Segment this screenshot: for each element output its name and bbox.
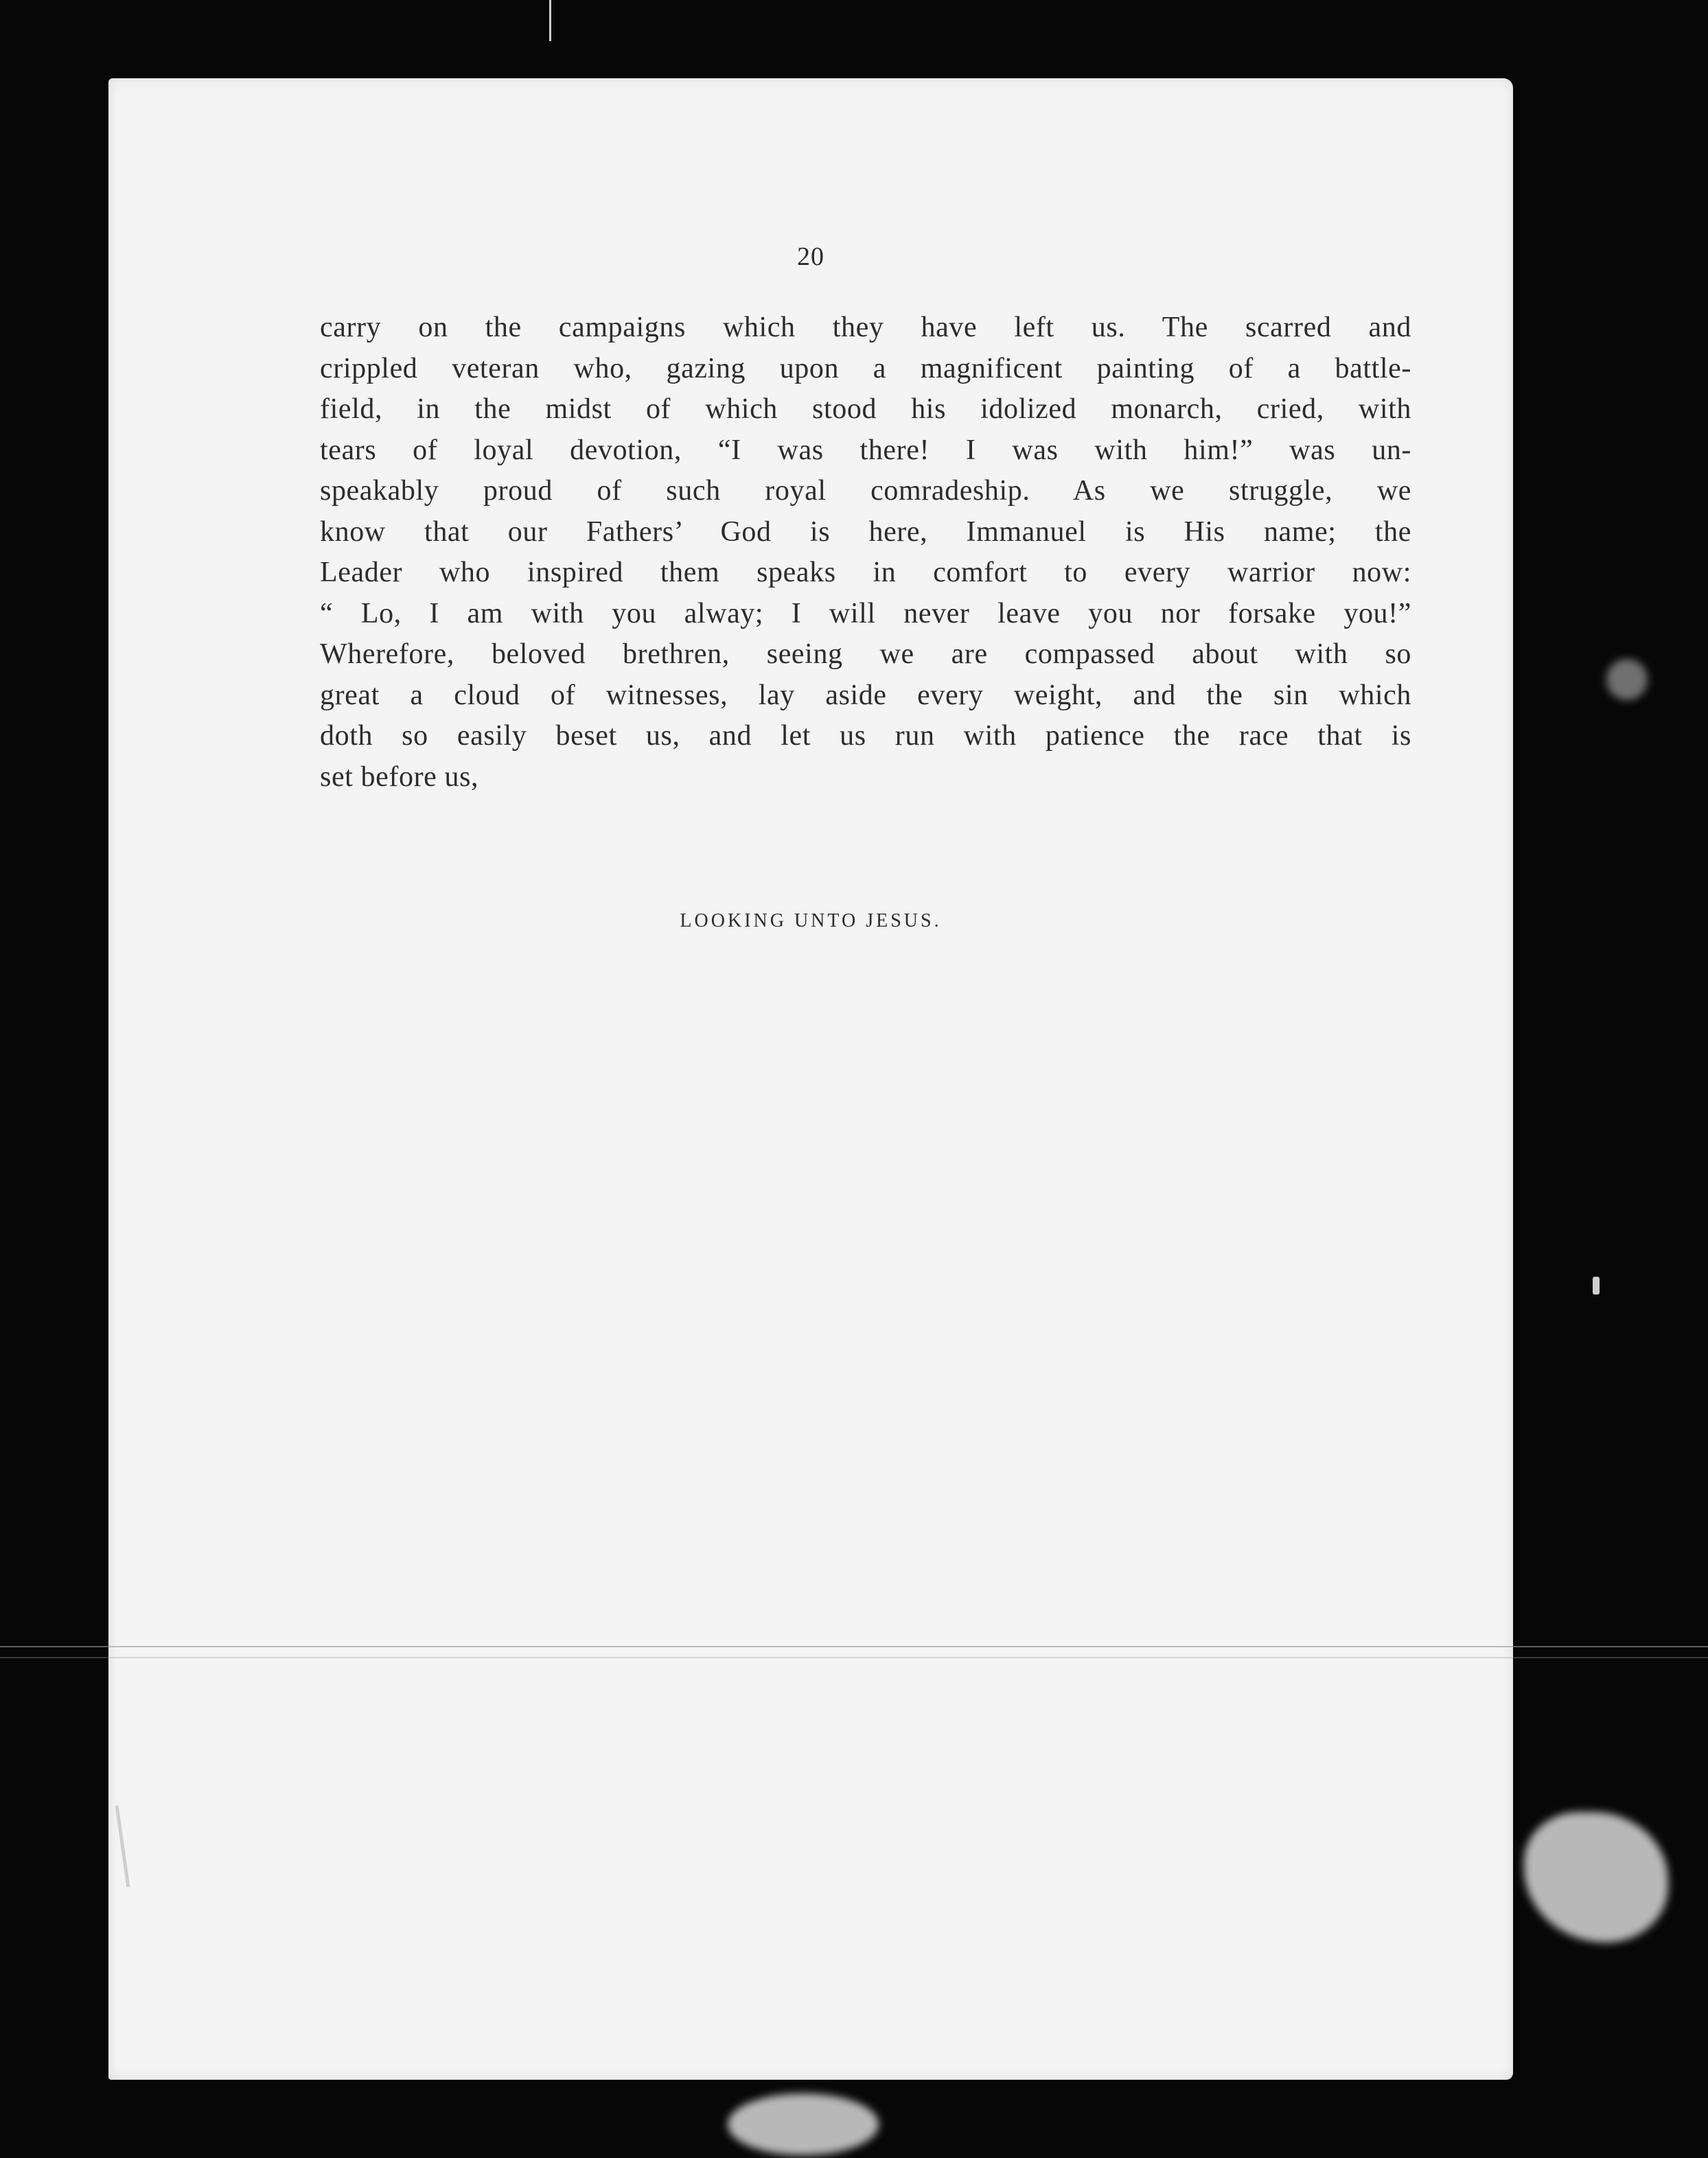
body-line: know that our Fathers’ God is here, Immanuel is His name; the: [320, 515, 1411, 548]
book-page: [108, 78, 1513, 2080]
stain-artifact: [1606, 659, 1648, 700]
body-line: carry on the campaigns which they have left us. The scarred and: [320, 312, 1411, 343]
body-line: tears of loyal devotion, “I was there! I was with him!” was un-: [320, 434, 1411, 466]
body-line: great a cloud of witnesses, lay aside every weight, and the sin which: [320, 679, 1411, 711]
page-number: 20: [797, 242, 824, 271]
body-line: doth so easily beset us, and let us run with patience the race that is: [320, 720, 1411, 752]
body-line: field, in the midst of which stood his idolized monarch, cried, with: [320, 393, 1411, 425]
body-line: crippled veteran who, gazing upon a magnificent painting of a battle-: [320, 352, 1411, 384]
body-line: speakably proud of such royal comradeship. As we struggle, we: [320, 475, 1411, 507]
body-text: [320, 308, 1411, 798]
stain-artifact: [728, 2093, 879, 2155]
body-line: “ Lo, I am with you alway; I will never leave you nor forsake you!”: [320, 597, 1411, 629]
body-line: Leader who inspired them speaks in comfort to every warrior now:: [320, 557, 1411, 588]
scratch-artifact: [1593, 1277, 1600, 1295]
scan-line-artifact: [0, 1646, 1708, 1647]
scan-line-artifact: [0, 1657, 1708, 1658]
scratch-artifact: [549, 0, 551, 41]
body-line: set before us,: [320, 761, 479, 793]
closing-heading: LOOKING UNTO JESUS.: [680, 910, 942, 931]
stain-artifact: [1524, 1812, 1668, 1942]
body-line: Wherefore, beloved brethren, seeing we are compassed about with so: [320, 638, 1411, 670]
